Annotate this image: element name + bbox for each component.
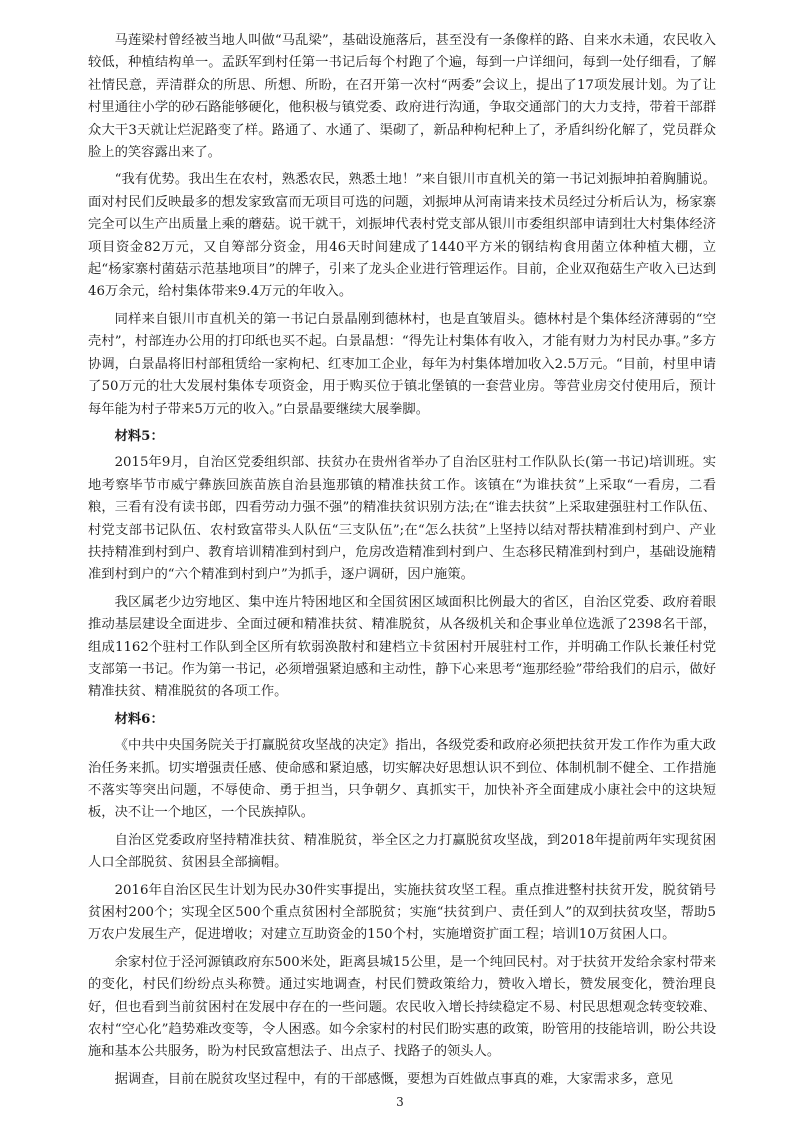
body-paragraph: “我有优势。我出生在农村，熟悉农民，熟悉土地！”来自银川市直机关的第一书记刘振坤拍着胸脯说。面对村民们反映最多的想发家致富而无项目可选的问题，刘振坤从河南请来技术员经过分析后认为，杨家寨完全可以生产出质量上乘的蘑菇。说干就干，刘振坤代表村党支部从银川市委组织部申请到壮大村集体经济项目资金82万元，又自筹部分资金，用46天时间建成了1440平方米的钢结构食用菌立体种植大棚，立起“杨家寨村菌菇示范基地项目”的牌子，引来了龙头企业进行管理运作。目前，企业双孢菇生产收入已达到46万余元，给村集体带来9.4万元的年收入。	[88, 172, 716, 300]
body-paragraph: 余家村位于泾河源镇政府东500米处，距离县城15公里，是一个纯回民村。对于扶贫开发给余家村带来的变化，村民们纷纷点头称赞。通过实地调查，村民们赞政策给力，赞收入增长，赞发展变化，赞治理良好，但也看到当前贫困村在发展中存在的一些问题。农民收入增长持续稳定不易、村民思想观念转变较难、农村“空心化”趋势难改变等，令人困惑。如今余家村的村民们盼实惠的政策，盼管用的技能培训，盼公共设施和基本公共服务，盼为村民致富想法子、出点子、找路子的领头人。	[88, 954, 716, 1060]
body-paragraph: 我区属老少边穷地区、集中连片特困地区和全国贫困区域面积比例最大的省区，自治区党委、政府着眼推动基层建设全面进步、全面过硬和精准扶贫、精准脱贫，从各级机关和企事业单位选派了2398名干部，组成1162个驻村工作队到全区所有软弱涣散村和建档立卡贫困村开展驻村工作，并明确工作队长兼任村党支部第一书记。作为第一书记，必须增强紧迫感和主动性，静下心来思考“迤那经验”带给我们的启示，做好精准扶贫、精准脱贫的各项工作。	[88, 594, 716, 700]
body-paragraph: 同样来自银川市直机关的第一书记白景晶刚到德林村，也是直皱眉头。德林村是个集体经济薄弱的“空壳村”，村部连办公用的打印纸也买不起。白景晶想：“得先让村集体有收入，才能有财力为村民办事。”多方协调，白景晶将旧村部租赁给一家枸杞、红枣加工企业，每年为村集体增加收入2.5万元。“目前，村里申请了50万元的壮大发展村集体专项资金，用于购买位于镇北堡镇的一套营业房。等营业房交付使用后，预计每年能为村子带来5万元的收入。”白景晶要继续大展拳脚。	[88, 311, 716, 417]
section-heading: 材料6：	[114, 711, 164, 727]
body-paragraph: 自治区党委政府坚持精准扶贫、精准脱贫，举全区之力打赢脱贫攻坚战，到2018年提前两年实现贫困人口全部脱贫、贫困县全部摘帽。	[88, 832, 716, 871]
body-paragraph: 2015年9月，自治区党委组织部、扶贫办在贵州省举办了自治区驻村工作队队长(第一书记)培训班。实地考察毕节市威宁彝族回族苗族自治县迤那镇的精准扶贫工作。该镇在“为谁扶贫”上采取“一看房，二看粮，三看有没有读书郎，四看劳动力强不强”的精准扶贫识别方法;在“谁去扶贫”上采取建强驻村工作队伍、村党支部书记队伍、农村致富带头人队伍“三支队伍”;在“怎么扶贫”上坚持以结对帮扶精准到村到户、产业扶持精准到村到户、教育培训精准到村到户，危房改造精准到村到户、生态移民精准到村到户，基础设施精准到村到户的“六个精准到村到户”为抓手，逐户调研，因户施策。	[88, 455, 716, 583]
body-paragraph: 《中共中央国务院关于打赢脱贫攻坚战的决定》指出，各级党委和政府必须把扶贫开发工作作为重大政治任务来抓。切实增强责任感、使命感和紧迫感，切实解决好思想认识不到位、体制机制不健全、工作措施不落实等突出问题，不辱使命、勇于担当，只争朝夕、真抓实干，加快补齐全面建成小康社会中的这块短板，决不让一个地区，一个民族掉队。	[88, 738, 716, 821]
section-heading: 材料5：	[114, 428, 164, 444]
body-paragraph: 2016年自治区民生计划为民办30件实事提出，实施扶贫攻坚工程。重点推进整村扶贫开发，脱贫销号贫困村200个；实现全区500个重点贫困村全部脱贫；实施“扶贫到户、责任到人”的双到扶贫攻坚，帮助5万农户发展生产，促进增收；对建立互助资金的150个村，实施增资扩面工程；培训10万贫困人口。	[88, 882, 716, 943]
page-number: 3	[396, 1095, 404, 1109]
body-paragraph: 据调查，目前在脱贫攻坚过程中，有的干部感慨，要想为百姓做点事真的难，大家需求多，意见	[114, 1071, 674, 1087]
document-body	[88, 30, 716, 1096]
body-paragraph: 马莲梁村曾经被当地人叫做“马乱梁”，基础设施落后，甚至没有一条像样的路、自来水未通，农民收入较低，种植结构单一。孟跃军到村任第一书记后每个村跑了个遍，每到一户详细问，每到一处仔细看，了解社情民意，弄清群众的所思、所想、所盼，在召开第一次村“两委”会议上，提出了17项发展计划。为了让村里通往小学的砂石路能够硬化，他积极与镇党委、政府进行沟通，争取交通部门的大力支持，带着干部群众大干3天就让烂泥路变了样。路通了、水通了、渠砌了，新品种枸杞种上了，矛盾纠纷化解了，党员群众脸上的笑容露出来了。	[88, 33, 716, 161]
